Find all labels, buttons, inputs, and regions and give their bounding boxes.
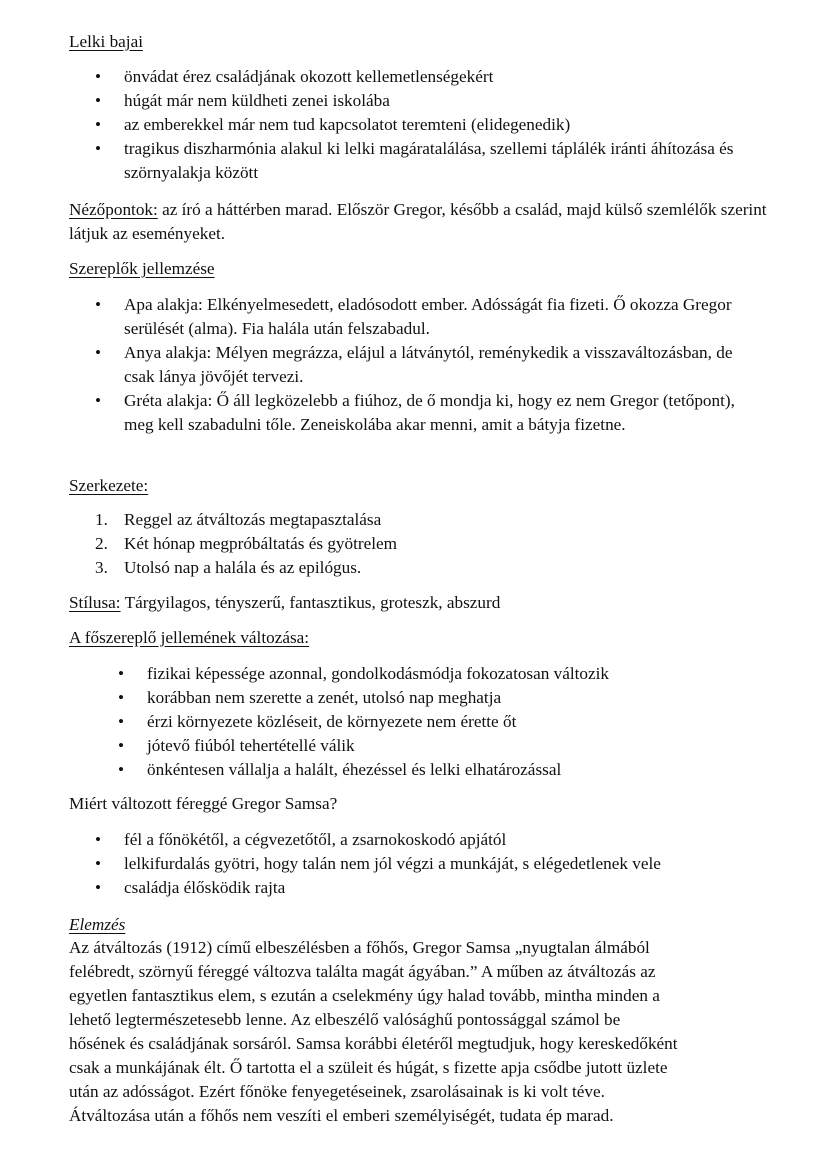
bullet-icon: • <box>95 854 102 873</box>
bullet-icon: • <box>118 736 125 755</box>
elemzes-paragraph <box>69 936 789 1128</box>
list-number: 2. <box>95 534 108 553</box>
list-item: • az emberekkel már nem tud kapcsolatot teremteni (elidegenedik) <box>95 113 755 137</box>
elemzes-line: után az adósságot. Ezért főnöke fenyegetéseinek, zsarolásainak is ki volt téve. <box>69 1082 605 1101</box>
bullet-icon: • <box>95 391 102 410</box>
nezopontok-text: az író a háttérben marad. Először Gregor, később a család, majd külső szemlélők szerint látjuk az eseményeket. <box>69 200 767 243</box>
list-number: 1. <box>95 510 108 529</box>
bullet-icon: • <box>95 295 102 314</box>
section-heading-szereplok: Szereplők jellemzése <box>69 259 215 278</box>
bullet-icon: • <box>95 878 102 897</box>
list-item: • Anya alakja: Mélyen megrázza, elájul a látványtól, reménykedik a visszaváltozásban, de csak lánya jövőjét tervezi. <box>95 343 733 386</box>
bullet-icon: • <box>118 712 125 731</box>
bullet-icon: • <box>118 760 125 779</box>
elemzes-line: Átváltozása után a főhős nem veszíti el emberi személyiségét, tudata ép marad. <box>69 1106 614 1125</box>
bullet-icon: • <box>95 139 102 158</box>
bullet-icon: • <box>95 830 102 849</box>
list-item: • fizikai képessége azonnal, gondolkodásmódja fokozatosan változik <box>118 662 758 686</box>
section-heading-szerkezete: Szerkezete: <box>69 476 149 495</box>
list-item: • családja élősködik rajta <box>95 876 765 900</box>
list-item: • jótevő fiúból tehertétellé válik <box>118 734 758 758</box>
section-heading-lelki-bajai: Lelki bajai <box>69 32 143 51</box>
bullet-icon: • <box>95 115 102 134</box>
list-item: • önvádat érez családjának okozott kellemetlenségekért <box>95 65 755 89</box>
stilusa-paragraph <box>69 591 769 615</box>
bullet-icon: • <box>95 91 102 110</box>
elemzes-line: Az átváltozás (1912) című elbeszélésben a főhős, Gregor Samsa „nyugtalan álmából <box>69 938 650 957</box>
elemzes-line: felébredt, szörnyű féreggé változva találta magát ágyában.” A műben az átváltozás az <box>69 962 656 981</box>
section-heading-miert: Miért változott féreggé Gregor Samsa? <box>69 794 338 813</box>
miert-list <box>95 828 765 900</box>
bullet-icon: • <box>95 343 102 362</box>
valtozas-list <box>118 662 758 782</box>
elemzes-line: egyetlen fantasztikus elem, s ezután a cselekmény úgy halad tovább, mintha minden a <box>69 986 660 1005</box>
szereplok-list <box>95 293 765 437</box>
list-number: 3. <box>95 558 108 577</box>
list-item: 3. Utolsó nap a halála és az epilógus. <box>95 556 755 580</box>
stilusa-text: Tárgyilagos, tényszerű, fantasztikus, groteszk, abszurd <box>120 593 501 612</box>
list-item: 2. Két hónap megpróbáltatás és gyötrelem <box>95 532 755 556</box>
list-item: • lelkifurdalás gyötri, hogy talán nem jól végzi a munkáját, s elégedetlenek vele <box>95 852 765 876</box>
bullet-icon: • <box>95 67 102 86</box>
elemzes-line: lehető legtermészetesebb lenne. Az elbeszélő valósághű pontossággal számol be <box>69 1010 621 1029</box>
list-item: • húgát már nem küldheti zenei iskolába <box>95 89 755 113</box>
elemzes-line: csak a munkájának élt. Ő tartotta el a szüleit és húgát, s fizette apja csődbe jutott üzlete <box>69 1058 668 1077</box>
list-item: • tragikus diszharmónia alakul ki lelki magáratalálása, szellemi táplálék iránti áhítozása és szörnyalakja között <box>95 139 734 182</box>
section-heading-elemzes: Elemzés <box>69 915 126 934</box>
nezopontok-paragraph <box>69 198 769 246</box>
bullet-icon: • <box>118 688 125 707</box>
list-item: • korábban nem szerette a zenét, utolsó nap meghatja <box>118 686 758 710</box>
section-heading-valtozas: A főszereplő jellemének változása: <box>69 628 310 647</box>
list-item: • fél a főnökétől, a cégvezetőtől, a zsarnokoskodó apjától <box>95 828 765 852</box>
nezopontok-label: Nézőpontok: <box>69 200 158 219</box>
list-item: • Gréta alakja: Ő áll legközelebb a fiúhoz, de ő mondja ki, hogy ez nem Gregor (tetőpont), meg kell szabadulni tőle. Zeneiskolába akar menni, amit a bátyja fizetne. <box>95 391 735 434</box>
elemzes-line: hősének és családjának sorsáról. Samsa korábbi életéről megtudjuk, hogy kereskedőként <box>69 1034 678 1053</box>
list-item: • Apa alakja: Elkényelmesedett, eladósodott ember. Adósságát fia fizeti. Ő okozza Gregor serülését (alma). Fia halála után felszabadul. <box>95 295 732 338</box>
list-item: • érzi környezete közléseit, de környezete nem érette őt <box>118 710 758 734</box>
bullet-icon: • <box>118 664 125 683</box>
list-item: 1. Reggel az átváltozás megtapasztalása <box>95 508 755 532</box>
szerkezete-list <box>95 508 755 580</box>
lelki-bajai-list <box>95 65 755 185</box>
stilusa-label: Stílusa: <box>69 593 121 612</box>
list-item: • önkéntesen vállalja a halált, éhezéssel és lelki elhatározással <box>118 758 758 782</box>
